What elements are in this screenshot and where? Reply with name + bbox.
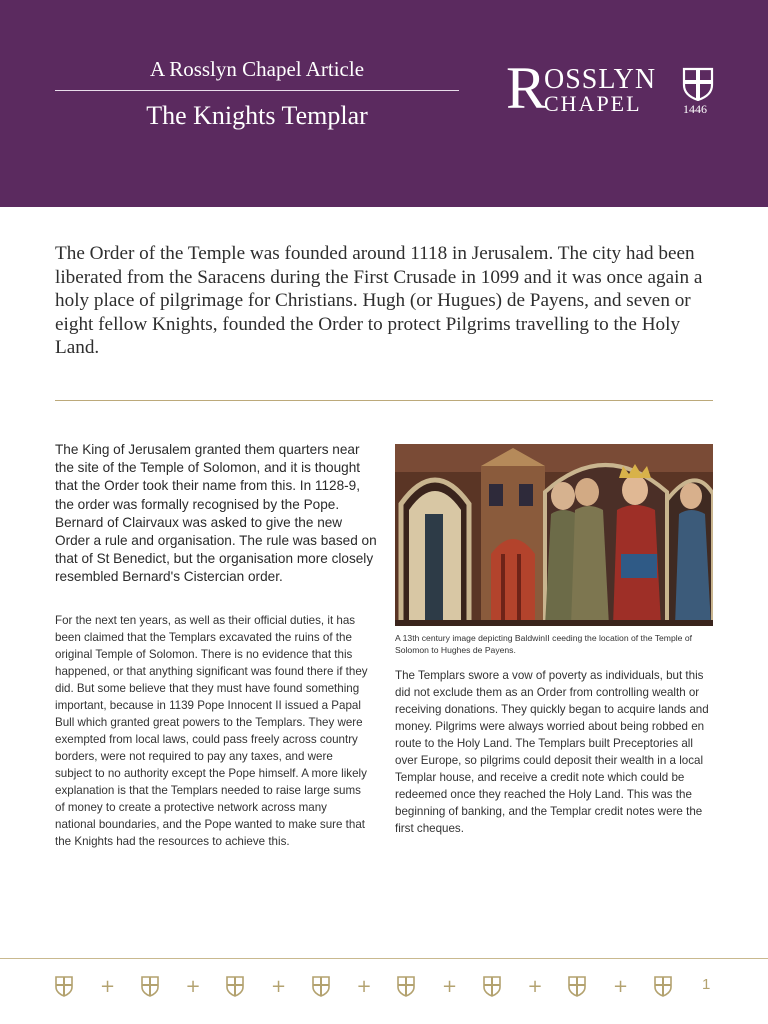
plus-ornament-icon: + — [442, 976, 458, 997]
logo-word-bottom: CHAPEL — [544, 91, 642, 116]
cross-shield-icon — [568, 976, 586, 997]
cross-shield-icon — [226, 976, 244, 997]
cross-shield-icon — [141, 976, 159, 997]
lead-paragraph: The Order of the Temple was founded around 1118 in Jerusalem. The city had been liberated from the Saracens during the First Crusade in 1099 and it was once again a holy place of pilgrimage for Christians. Hugh (or Hugues) de Payens, and seven or eight fellow Knights, founded the Order to protect Pilgrims travelling to the Holy Land. — [55, 243, 703, 358]
footer-ornaments — [55, 976, 675, 998]
cross-shield-icon — [483, 976, 501, 997]
cross-shield-icon — [682, 67, 714, 101]
logo-word-top: OSSLYN — [544, 64, 657, 95]
plus-ornament-icon: + — [527, 976, 543, 997]
logo-initial: R — [506, 55, 547, 121]
plus-ornament-icon: + — [356, 976, 372, 997]
header-divider — [55, 90, 459, 91]
figure-caption: A 13th century image depicting BaldwinII ceeding the location of the Temple of Solomon to Hughes de Payens. — [395, 633, 692, 655]
body-text-left: For the next ten years, as well as their official duties, it has been claimed that the Templars excavated the ruins of the original Temple of Solomon. There is no evidence that this happened, or that anything significant was found there if they did. But some believe that they must have found something important, because in 1139 Pope Innocent II issued a Papal Bull which granted great powers to the Templars. They were exempted from local laws, could pass freely across country borders, were not required to pay any taxes, and were subject to no authority except the Pope himself. A more likely explanation is that the Templars needed to raise large sums of money to create a protective network across many national boundaries, and the Pope wanted to make sure that the Knights had the resources to achieve this. — [55, 614, 368, 848]
section-divider — [55, 400, 713, 401]
logo-year: 1446 — [683, 102, 707, 116]
article-kicker: A Rosslyn Chapel Article — [149, 57, 365, 81]
manuscript-illustration — [395, 444, 713, 626]
cross-shield-icon — [654, 976, 672, 997]
plus-ornament-icon: + — [185, 976, 201, 997]
body-text-right: The Templars swore a vow of poverty as individuals, but this did not exclude them as an Order from controlling wealth or receiving donations. They quickly began to acquire lands and money. Pilgrims were always worried about being robbed en route to the Holy Land. The Templars built Preceptories all over Europe, so pilgrims could deposit their wealth in a local Templar house, and receive a credit note which could be redeemed once they reached the Holy Land. This was the beginning of banking, and the Templar credit notes were the first cheques. — [395, 669, 709, 835]
intro-paragraph: The King of Jerusalem granted them quarters near the site of the Temple of Solomon, and it is thought that the Order took their name from this. In 1128-9, the order was formally recognised by the Pope. Bernard of Clairvaux was asked to give the new Order a rule and organisation. The rule was based on that of St Benedict, but the organisation more closely resembled Bernard's Cistercian order. — [55, 442, 377, 585]
plus-ornament-icon: + — [271, 976, 287, 997]
plus-ornament-icon: + — [100, 976, 116, 997]
plus-ornament-icon: + — [613, 976, 629, 997]
page-number: 1 — [702, 976, 711, 993]
rosslyn-chapel-logo — [506, 55, 718, 122]
cross-shield-icon — [55, 976, 73, 997]
cross-shield-icon — [397, 976, 415, 997]
footer-divider — [0, 958, 768, 959]
page-title: The Knights Templar — [146, 101, 368, 130]
cross-shield-icon — [312, 976, 330, 997]
header-banner — [0, 0, 768, 207]
